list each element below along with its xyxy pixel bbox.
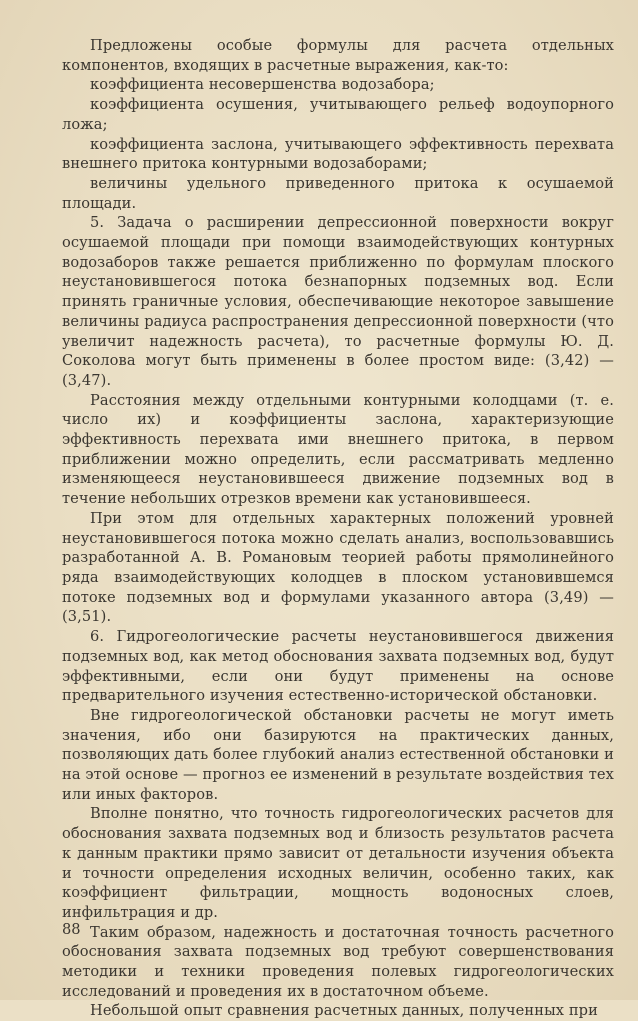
paragraph-list-item-drainage: коэффициента осушения, учитывающего рельеф водоупорного ложа; (62, 96, 614, 133)
paragraph-accuracy: Вполне понятно, что точность гидрогеологических расчетов для обоснования захвата подземных вод и близость результатов расчета к данным практики прямо зависит от детальности изучения объекта и точности определения исходных величин, особенно таких, как коэффициент фильтрации, мощность водоносных слоев, инфильтрация и др. (62, 805, 614, 921)
paragraph-experience: Небольшой опыт сравнения расчетных данных, полученных при (90, 1002, 598, 1020)
paragraph-item-6: 6. Гидрогеологические расчеты неустановившегося движения подземных вод, как метод обоснования захвата подземных вод, будут эффективными, если они будут применены на основе предварительного изучения естественно-исторической обстановки. (62, 628, 614, 705)
paragraph-well-distances: Расстояния между отдельными контурными колодцами (т. е. число их) и коэффициенты заслона, характеризующие эффективность перехвата ими внешнего притока, в первом приближении можно определить, если рассматривать медленно изменяющееся неустановившееся движение подземных вод в течение небольших отрезков времени как установившееся. (62, 391, 614, 508)
paragraph-analysis-romanov: При этом для отдельных характерных положений уровней неустановившегося потока можно сделать анализ, воспользовавшись разработанной А. В. Романовым теорией работы прямолинейного ряда взаимодействующих колодцев в плоском установившемся потоке подземных вод и формулами указанного автора (3,49) — (3,51). (62, 509, 614, 626)
paragraph-formulas-intro: Предложены особые формулы для расчета отдельных компонентов, входящих в расчетные выражения, как-то: (62, 37, 614, 74)
paragraph-hydrogeological-setting: Вне гидрогеологической обстановки расчеты не могут иметь значения, ибо они базируются на практических данных, позволяющих дать более глубокий анализ естественной обстановки и на этой основе — прогноз ее изменений в результате воздействия тех или иных факторов. (62, 706, 614, 803)
body-text (62, 36, 614, 1021)
paragraph-list-item-screen: коэффициента заслона, учитывающего эффективность перехвата внешнего притока контурными водозаборами; (62, 135, 614, 173)
page-number: 88 (62, 921, 81, 938)
paragraph-list-item-inflow: величины удельного приведенного притока к осушаемой площади. (62, 174, 614, 212)
paragraph-list-item-imperfection: коэффициента несовершенства водозабора; (90, 76, 435, 94)
paragraph-task-5: 5. Задача о расширении депрессионной поверхности вокруг осушаемой площади при помощи взаимодействующих контурных водозаборов также решается приближенно по формулам плоского неустановившегося потока безнапорных подземных вод. Если принять граничные условия, обеспечивающие некоторое завышение величины радиуса распространения депрессионной поверхности (что увеличит надежность расчета), то расчетные формулы Ю. Д. Соколова могут быть применены в более простом виде: (3,42) — (3,47). (62, 214, 614, 389)
paragraph-conclusion: Таким образом, надежность и достаточная точность расчетного обоснования захвата подземных вод требуют совершенствования методики и техники проведения полевых гидрогеологических исследований и проведения их в достаточном объеме. (62, 923, 614, 1000)
